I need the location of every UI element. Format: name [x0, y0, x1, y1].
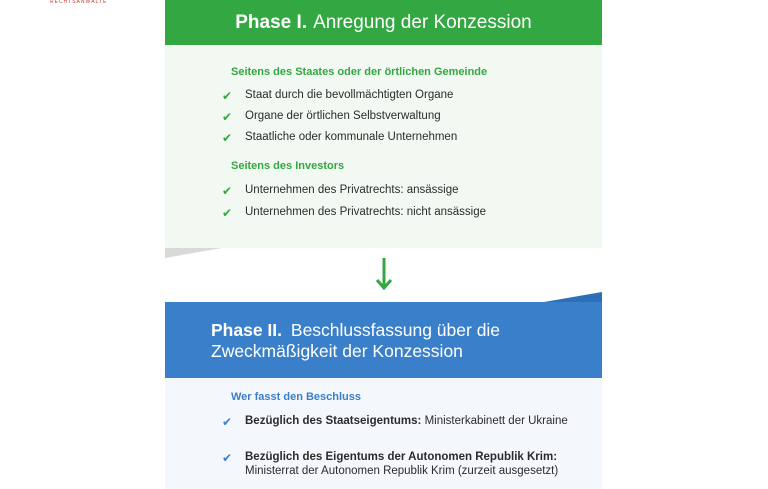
phase1-section-state: Seitens des Staates oder der örtlichen Gemeinde	[231, 66, 488, 78]
check-icon: ✔	[222, 451, 233, 465]
list-item-text: Staatliche oder kommunale Unternehmen	[245, 131, 458, 143]
check-icon: ✔	[222, 89, 233, 103]
phase2-title-line1: Beschlussfassung über die	[290, 320, 501, 340]
phase2-title-line2: Zweckmäßigkeit der Konzession	[211, 341, 463, 361]
check-icon: ✔	[222, 415, 233, 429]
item-text: Ministerkabinett der Ukraine	[421, 415, 568, 427]
list-item-text: Organe der örtlichen Selbstverwaltung	[245, 110, 441, 122]
phase2-section-who: Wer fasst den Beschluss	[231, 391, 362, 403]
phase2-label: Phase II.	[211, 320, 283, 340]
brand-logo-text: RECHTSANWÄLTE	[50, 0, 108, 5]
arrow-down-icon	[374, 256, 394, 292]
phase1-title: Anregung der Konzession	[313, 11, 532, 33]
list-item	[222, 89, 453, 103]
list-item-text: Unternehmen des Privatrechts: ansässige	[245, 184, 459, 196]
item-bold-label: Bezüglich des Staatseigentums:	[245, 415, 422, 427]
phase1-header	[165, 0, 602, 45]
phase1-fold	[165, 248, 222, 258]
list-item-text: Staat durch die bevollmächtigten Organe	[245, 89, 454, 101]
item-text: Ministerrat der Autonomen Republik Krim (zurzeit ausgesetzt)	[245, 464, 559, 477]
list-item-text	[245, 451, 575, 478]
check-icon: ✔	[222, 131, 233, 145]
list-item	[222, 110, 441, 124]
list-item	[222, 415, 575, 429]
phase2-header	[165, 302, 602, 378]
check-icon: ✔	[222, 206, 233, 220]
list-item	[222, 184, 459, 198]
list-item	[222, 131, 457, 145]
list-item	[222, 451, 575, 478]
check-icon: ✔	[222, 184, 233, 198]
list-item-text	[245, 415, 575, 429]
phase1-section-investor: Seitens des Investors	[231, 160, 345, 172]
phase1-label: Phase I.	[235, 11, 308, 33]
check-icon: ✔	[222, 110, 233, 124]
item-bold-label: Bezüglich des Eigentums der Autonomen Republik Krim:	[245, 451, 558, 463]
list-item	[222, 206, 486, 220]
phase2-flag	[544, 292, 602, 302]
list-item-text: Unternehmen des Privatrechts: nicht ansässige	[245, 206, 486, 218]
